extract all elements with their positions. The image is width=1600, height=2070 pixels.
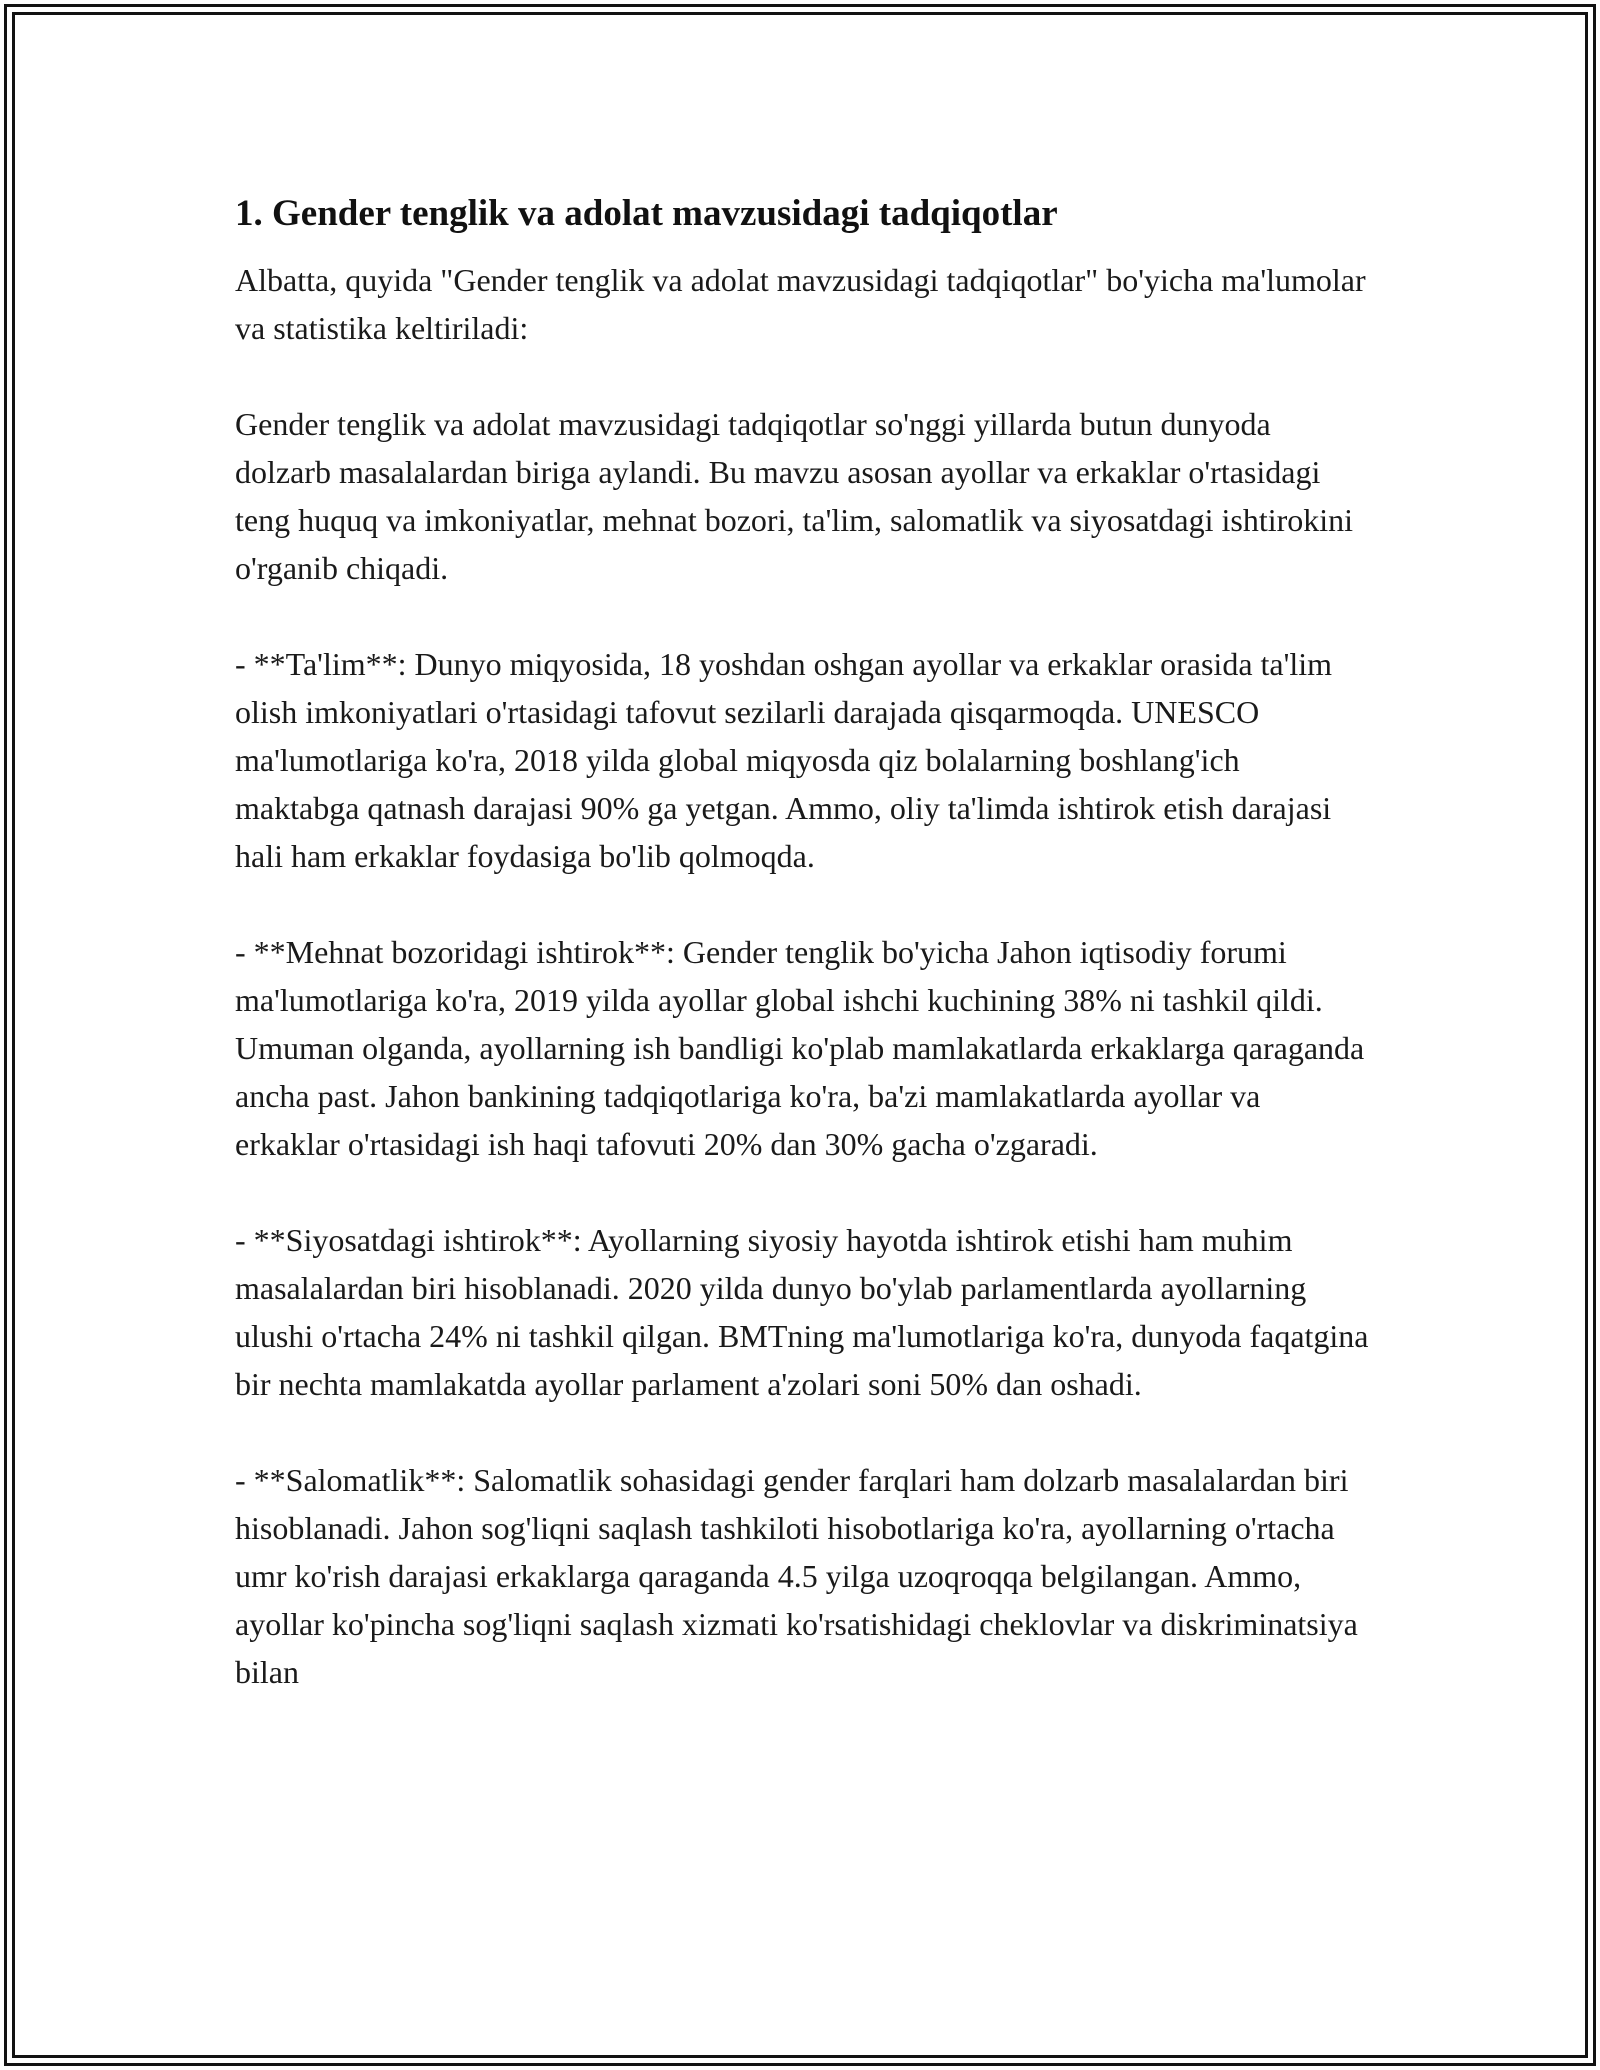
intro-paragraph: Albatta, quyida "Gender tenglik va adolat mavzusidagi tadqiqotlar" bo'yicha ma'lumolar va statistika keltiriladi: xyxy=(235,262,1366,346)
section-heading: 1. Gender tenglik va adolat mavzusidagi tadqiqotlar xyxy=(235,193,1058,234)
overview-paragraph: Gender tenglik va adolat mavzusidagi tadqiqotlar so'nggi yillarda butun dunyoda dolzarb masalalardan biriga aylandi. Bu mavzu asosan ayollar va erkaklar o'rtasidagi teng huquq va imkoniyatlar, mehnat bozori, ta'lim, salomatlik va siyosatdagi ishtirokini o'rganib chiqadi. xyxy=(235,406,1354,586)
labor-market-paragraph: - **Mehnat bozoridagi ishtirok**: Gender tenglik bo'yicha Jahon iqtisodiy forumi ma'lumotlariga ko'ra, 2019 yilda ayollar global ishchi kuchining 38% ni tashkil qildi. Umuman olganda, ayollarning ish bandligi ko'plab mamlakatlarda erkaklarga qaraganda ancha past. Jahon bankining tadqiqotlariga ko'ra, ba'zi mamlakatlarda ayollar va erkaklar o'rtasidagi ish haqi tafovuti 20% dan 30% gacha o'zgaradi. xyxy=(235,934,1365,1162)
politics-paragraph: - **Siyosatdagi ishtirok**: Ayollarning siyosiy hayotda ishtirok etishi ham muhim masalalardan biri hisoblanadi. 2020 yilda dunyo bo'ylab parlamentlarda ayollarning ulushi o'rtacha 24% ni tashkil qilgan. BMTning ma'lumotlariga ko'ra, dunyoda faqatgina bir nechta mamlakatda ayollar parlament a'zolari soni 50% dan oshadi. xyxy=(235,1222,1369,1402)
education-paragraph: - **Ta'lim**: Dunyo miqyosida, 18 yoshdan oshgan ayollar va erkaklar orasida ta'lim olish imkoniyatlari o'rtasidagi tafovut sezilarli darajada qisqarmoqda. UNESCO ma'lumotlariga ko'ra, 2018 yilda global miqyosda qiz bolalarning boshlang'ich maktabga qatnash darajasi 90% ga yetgan. Ammo, oliy ta'limda ishtirok etish darajasi hali ham erkaklar foydasiga bo'lib qolmoqda. xyxy=(235,646,1333,874)
document-body xyxy=(235,190,1370,1696)
health-paragraph: - **Salomatlik**: Salomatlik sohasidagi gender farqlari ham dolzarb masalalardan biri hisoblanadi. Jahon sog'liqni saqlash tashkiloti hisobotlariga ko'ra, ayollarning o'rtacha umr ko'rish darajasi erkaklarga qaraganda 4.5 yilga uzoqroqqa belgilangan. Ammo, ayollar ko'pincha sog'liqni saqlash xizmati ko'rsatishidagi cheklovlar va diskriminatsiya bilan xyxy=(235,1462,1358,1690)
